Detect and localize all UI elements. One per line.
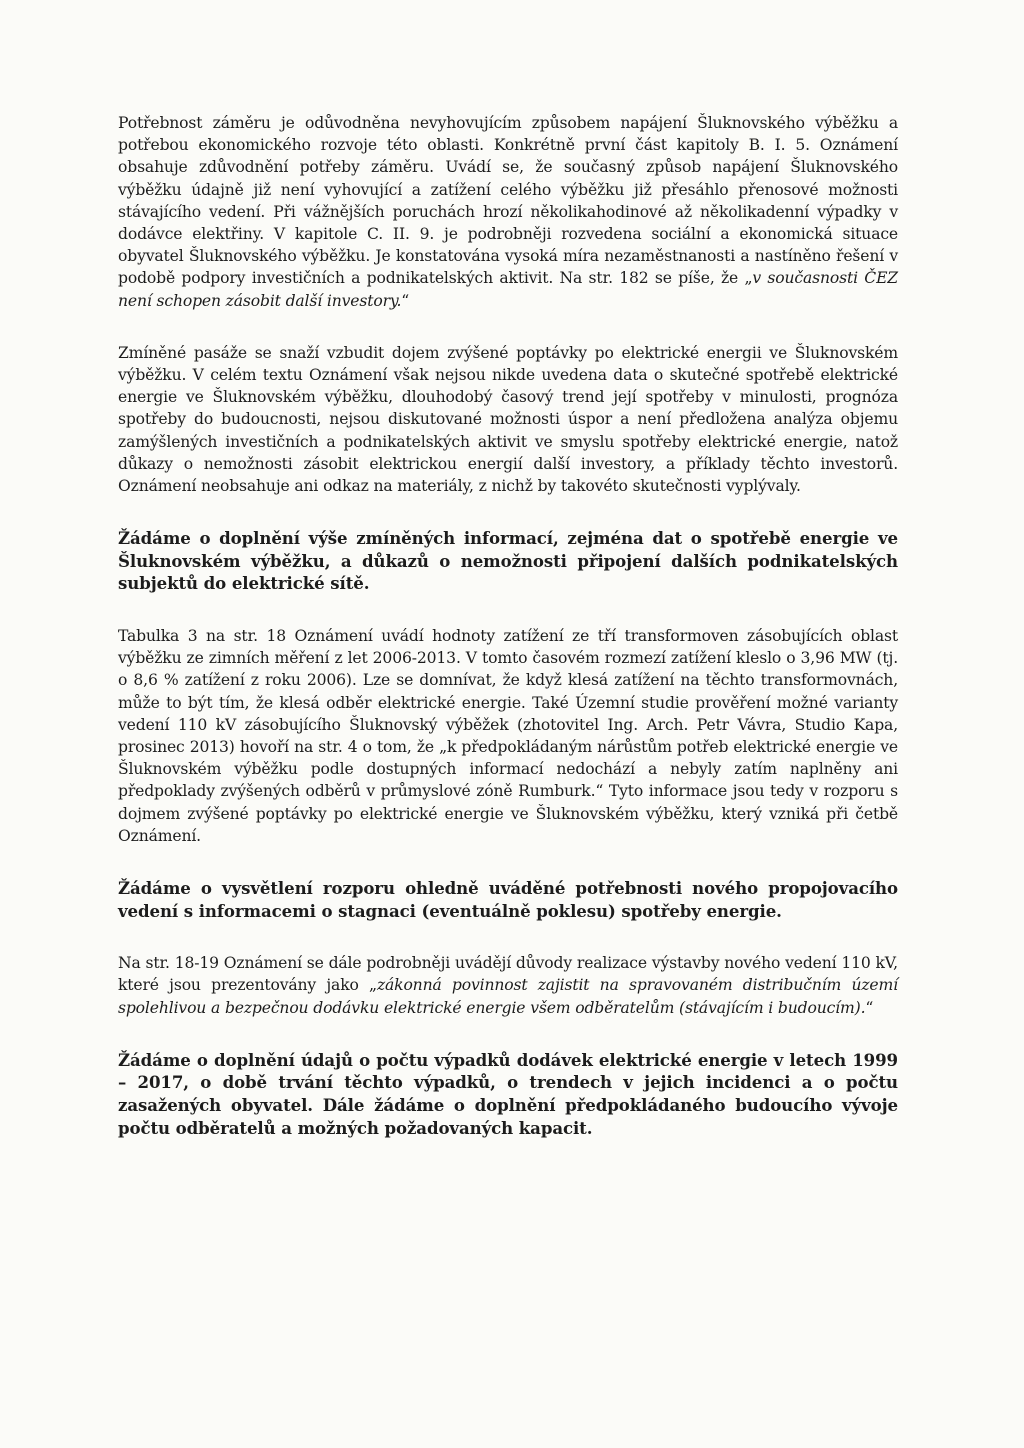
- quote-italic: v současnosti ČEZ není schopen zásobit další investory.: [118, 269, 898, 310]
- paragraph-legal-obligation: [118, 952, 898, 1019]
- request-consumption-data: [118, 527, 898, 595]
- request-outage-data: [118, 1049, 898, 1139]
- paragraph-project-justification: [118, 112, 898, 312]
- request-explanation-contradiction: [118, 877, 898, 922]
- text-segment: Žádáme o doplnění údajů o počtu výpadků dodávek elektrické energie v letech 1999 – 2017, o době trvání těchto výpadků, o trendech v jejich incidenci a o počtu zasažených obyvatel. Dále žádáme o doplnění předpokládaného budoucího vývoje počtu odběratelů a možných požadovaných kapacit.: [118, 1049, 898, 1138]
- document-page: [118, 112, 898, 1161]
- text-segment: Potřebnost záměru je odůvodněna nevyhovujícím způsobem napájení Šluknovského výběžku a potřebou ekonomického rozvoje této oblasti. Konkrétně první část kapitoly B. I. 5. Oznámení obsahuje zdůvodnění potřeby záměru. Uvádí se, že současný způsob napájení Šluknovského výběžku údajně již není vyhovující a zatížení celého výběžku již přesáhlo přenosové možnosti stávajícího vedení. Při vážnějších poruchách hrozí několikahodinové až několikadenní výpadky v dodávce elektřiny. V kapitole C. II. 9. je podrobněji rozvedena sociální a ekonomická situace obyvatel Šluknovského výběžku. Je konstatována vysoká míra nezaměstnanosti a nastíněno řešení v podobě podpory investičních a podnikatelských aktivit. Na str. 182 se píše, že „: [118, 114, 898, 288]
- text-segment: Tabulka 3 na str. 18 Oznámení uvádí hodnoty zatížení ze tří transformoven zásobujících oblast výběžku ze zimních měření z let 2006-2013. V tomto časovém rozmezí zatížení kleslo o 3,96 MW (tj. o 8,6 % zatížení z roku 2006). Lze se domnívat, že když klesá zatížení na těchto transformovnách, může to být tím, že klesá odběr elektrické energie. Také Územní studie prověření možné varianty vedení 110 kV zásobujícího Šluknovský výběžek (zhotovitel Ing. Arch. Petr Vávra, Studio Kapa, prosinec 2013) hovoří na str. 4 o tom, že „k předpokládaným nárůstům potřeb elektrické energie ve Šluknovském výběžku podle dostupných informací nedochází a nebyly zatím naplněny ani předpoklady zvýšených odběrů v průmyslové zóně Rumburk.“ Tyto informace jsou tedy v rozporu s dojmem zvýšené poptávky po elektrické energie ve Šluknovském výběžku, který vzniká při četbě Oznámení.: [118, 627, 898, 845]
- quote-italic: zákonná povinnost zajistit na spravovaném distribučním území spolehlivou a bezpečnou dodávku elektrické energie všem odběratelům (stávajícím i budoucím).: [118, 976, 898, 1017]
- text-segment: Žádáme o vysvětlení rozporu ohledně uváděné potřebnosti nového propojovacího vedení s informacemi o stagnaci (eventuálně poklesu) spotřeby energie.: [118, 878, 898, 921]
- text-segment: “: [401, 291, 410, 310]
- text-segment: “: [865, 998, 874, 1017]
- text-segment: Žádáme o doplnění výše zmíněných informací, zejména dat o spotřebě energie ve Šluknovském výběžku, a důkazů o nemožnosti připojení dalších podnikatelských subjektů do elektrické sítě.: [118, 528, 898, 594]
- text-segment: Na str. 18-19 Oznámení se dále podrobněji uvádějí důvody realizace výstavby nového vedení 110 kV, které jsou prezentovány jako „: [118, 954, 898, 995]
- paragraph-demand-impression: [118, 342, 898, 497]
- text-segment: Zmíněné pasáže se snaží vzbudit dojem zvýšené poptávky po elektrické energii ve Šluknovském výběžku. V celém textu Oznámení však nejsou nikde uvedena data o skutečné spotřebě elektrické energie ve Šluknovském výběžku, dlouhodobý časový trend její spotřeby v minulosti, prognóza spotřeby do budoucnosti, nejsou diskutované možnosti úspor a není předložena analýza objemu zamýšlených investičních a podnikatelských aktivit ve smyslu spotřeby elektrické energie, natož důkazy o nemožnosti zásobit elektrickou energií další investory, a příklady těchto investorů. Oznámení neobsahuje ani odkaz na materiály, z nichž by takovéto skutečnosti vyplývaly.: [118, 343, 898, 496]
- paragraph-load-table: [118, 625, 898, 847]
